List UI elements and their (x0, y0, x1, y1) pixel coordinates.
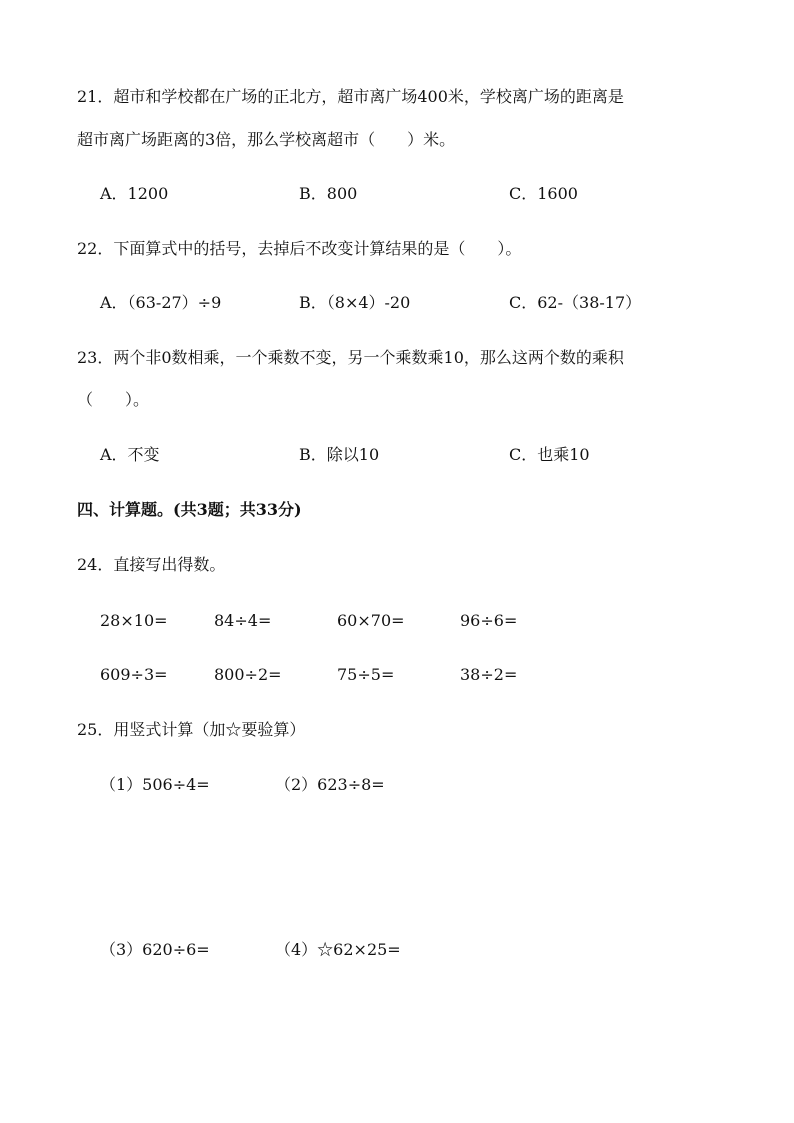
q23-stem-line2: （ ）。 (77, 390, 150, 409)
q24-item: 38÷2= (460, 665, 518, 684)
q22-option-b: B．（8×4）-20 (299, 293, 411, 312)
q25-item-4: （4）☆62×25= (275, 940, 401, 959)
q21-option-c: C．1600 (509, 184, 578, 203)
q25-item-1: （1）506÷4= (100, 775, 210, 794)
q23-option-a: A．不变 (100, 445, 160, 464)
q24-item: 28×10= (100, 611, 168, 630)
q24-item: 609÷3= (100, 665, 168, 684)
q25-item-2: （2）623÷8= (275, 775, 385, 794)
q24-item: 75÷5= (337, 665, 395, 684)
q24-item: 84÷4= (214, 611, 272, 630)
q22-stem: 22．下面算式中的括号，去掉后不改变计算结果的是（ ）。 (77, 239, 522, 258)
q25-item-3: （3）620÷6= (100, 940, 210, 959)
q21-option-b: B．800 (299, 184, 358, 203)
q21-stem-line1: 21．超市和学校都在广场的正北方，超市离广场400米，学校离广场的距离是 (77, 87, 624, 106)
q22-option-c: C．62-（38-17） (509, 293, 642, 312)
q24-item: 60×70= (337, 611, 405, 630)
q23-option-b: B．除以10 (299, 445, 380, 464)
q21-stem-line2: 超市离广场距离的3倍，那么学校离超市（ ）米。 (77, 130, 456, 149)
q22-option-a: A．（63-27）÷9 (100, 293, 222, 312)
q24-item: 96÷6= (460, 611, 518, 630)
q25-title: 25．用竖式计算（加☆要验算） (77, 720, 306, 739)
q24-item: 800÷2= (214, 665, 282, 684)
q24-title: 24．直接写出得数。 (77, 555, 226, 574)
q23-option-c: C．也乘10 (509, 445, 590, 464)
q21-option-a: A．1200 (100, 184, 169, 203)
q23-stem-line1: 23．两个非0数相乘，一个乘数不变，另一个乘数乘10，那么这两个数的乘积 (77, 348, 624, 367)
section-heading: 四、计算题。(共3题；共33分) (77, 500, 302, 519)
